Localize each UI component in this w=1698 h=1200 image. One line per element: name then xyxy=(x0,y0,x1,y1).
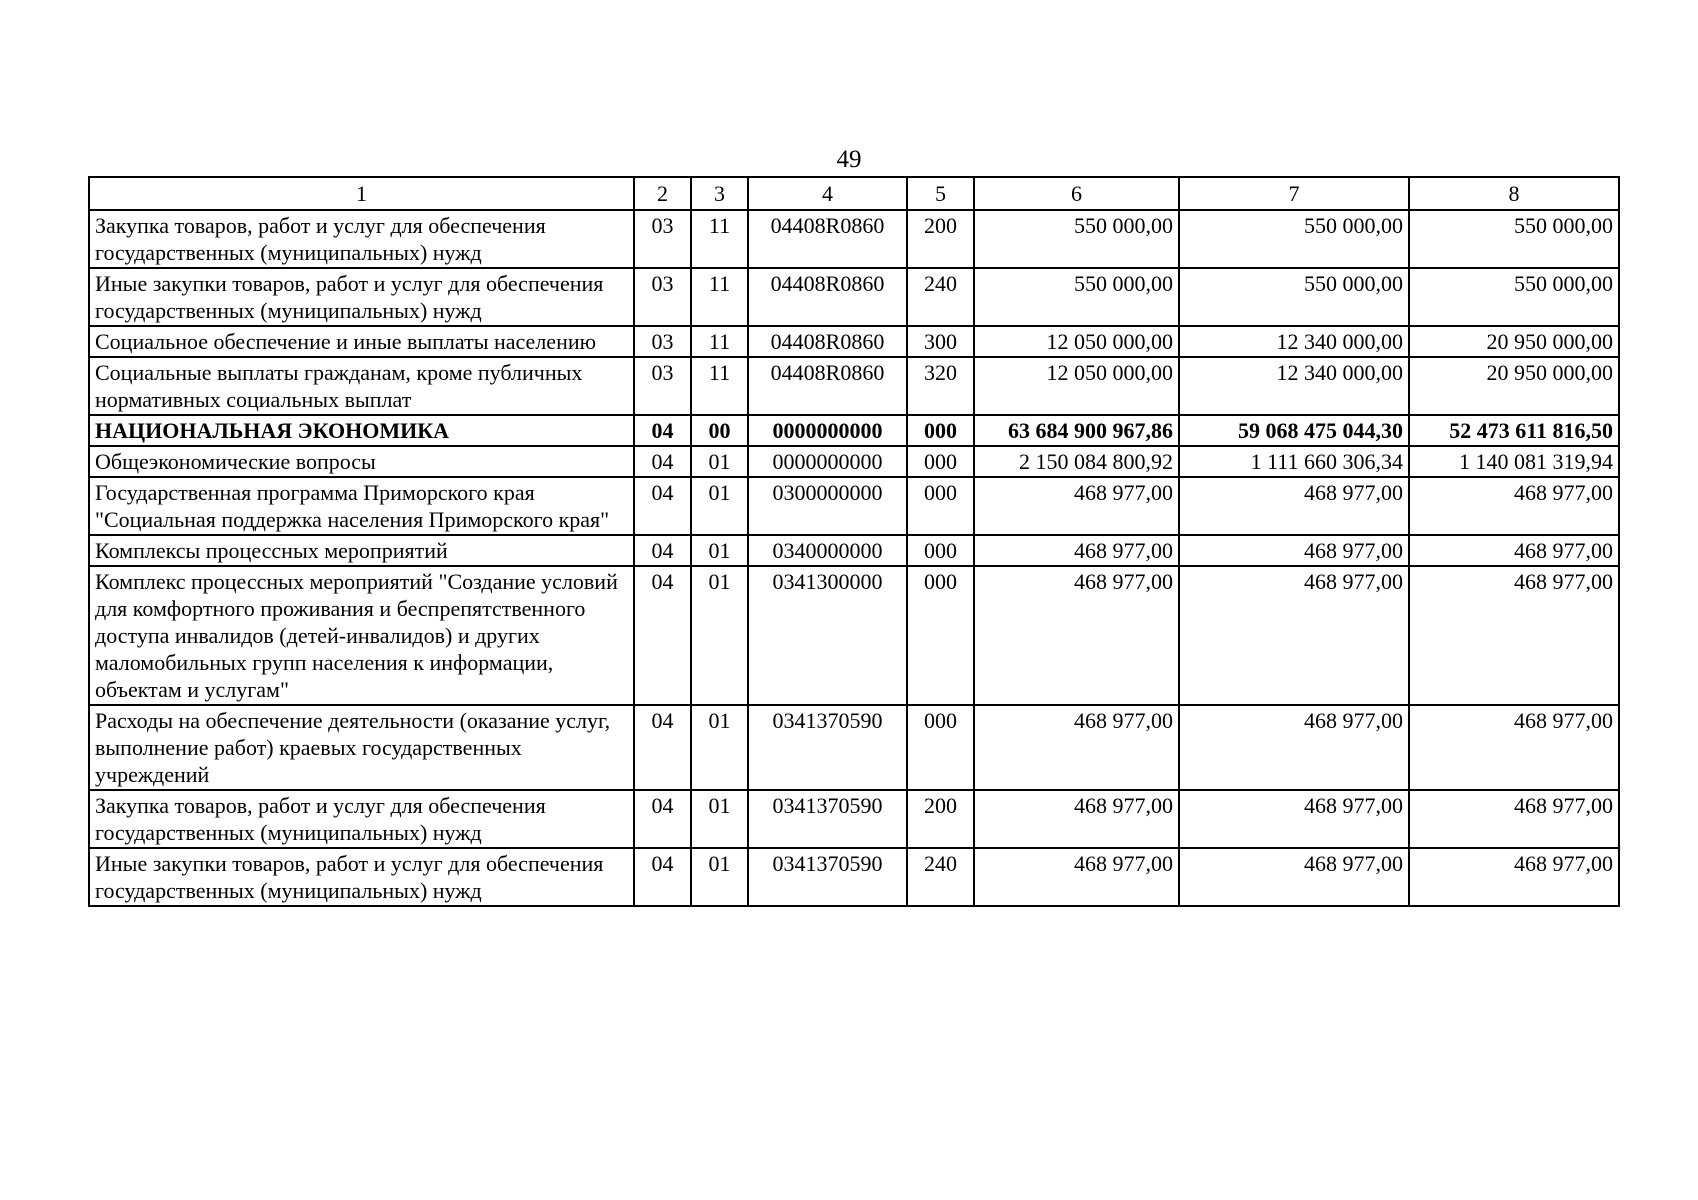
amount-cell-col7: 1 111 660 306,34 xyxy=(1179,446,1409,477)
section-code-cell: 04 xyxy=(634,848,691,906)
subsection-code-cell: 01 xyxy=(691,446,748,477)
amount-cell-col6: 12 050 000,00 xyxy=(974,326,1179,357)
row-name-cell: Социальные выплаты гражданам, кроме публичных нормативных социальных выплат xyxy=(89,357,634,415)
subsection-code-cell: 11 xyxy=(691,357,748,415)
subsection-code-cell: 01 xyxy=(691,790,748,848)
amount-cell-col6: 63 684 900 967,86 xyxy=(974,415,1179,446)
row-name-cell: Иные закупки товаров, работ и услуг для обеспечения государственных (муниципальных) нужд xyxy=(89,848,634,906)
amount-cell-col8: 468 977,00 xyxy=(1409,848,1619,906)
amount-cell-col7: 59 068 475 044,30 xyxy=(1179,415,1409,446)
section-code-cell: 04 xyxy=(634,446,691,477)
subsection-code-cell: 11 xyxy=(691,210,748,268)
table-row xyxy=(89,268,1619,326)
expense-type-cell: 000 xyxy=(907,566,974,705)
row-name-cell: Иные закупки товаров, работ и услуг для обеспечения государственных (муниципальных) нужд xyxy=(89,268,634,326)
table-row xyxy=(89,535,1619,566)
row-name-cell: Общеэкономические вопросы xyxy=(89,446,634,477)
amount-cell-col6: 468 977,00 xyxy=(974,535,1179,566)
row-name-cell: Государственная программа Приморского края "Социальная поддержка населения Приморского края" xyxy=(89,477,634,535)
target-article-cell: 0341370590 xyxy=(748,790,907,848)
target-article-cell: 0000000000 xyxy=(748,446,907,477)
amount-cell-col7: 468 977,00 xyxy=(1179,848,1409,906)
section-code-cell: 03 xyxy=(634,326,691,357)
budget-table xyxy=(88,176,1620,907)
table-row xyxy=(89,848,1619,906)
amount-cell-col8: 468 977,00 xyxy=(1409,790,1619,848)
amount-cell-col6: 468 977,00 xyxy=(974,477,1179,535)
amount-cell-col7: 468 977,00 xyxy=(1179,790,1409,848)
subsection-code-cell: 11 xyxy=(691,326,748,357)
row-name-cell: Закупка товаров, работ и услуг для обеспечения государственных (муниципальных) нужд xyxy=(89,790,634,848)
amount-cell-col6: 468 977,00 xyxy=(974,848,1179,906)
header-cell: 5 xyxy=(907,177,974,210)
amount-cell-col6: 550 000,00 xyxy=(974,210,1179,268)
expense-type-cell: 000 xyxy=(907,705,974,790)
target-article-cell: 0341370590 xyxy=(748,848,907,906)
amount-cell-col8: 1 140 081 319,94 xyxy=(1409,446,1619,477)
table-body xyxy=(89,210,1619,906)
amount-cell-col6: 468 977,00 xyxy=(974,566,1179,705)
section-code-cell: 03 xyxy=(634,268,691,326)
amount-cell-col6: 12 050 000,00 xyxy=(974,357,1179,415)
amount-cell-col8: 20 950 000,00 xyxy=(1409,326,1619,357)
amount-cell-col6: 468 977,00 xyxy=(974,790,1179,848)
subsection-code-cell: 01 xyxy=(691,848,748,906)
table-row xyxy=(89,477,1619,535)
amount-cell-col7: 468 977,00 xyxy=(1179,705,1409,790)
table-row xyxy=(89,210,1619,268)
header-cell: 8 xyxy=(1409,177,1619,210)
table-row xyxy=(89,705,1619,790)
expense-type-cell: 240 xyxy=(907,268,974,326)
amount-cell-col7: 468 977,00 xyxy=(1179,535,1409,566)
target-article-cell: 0000000000 xyxy=(748,415,907,446)
header-cell: 3 xyxy=(691,177,748,210)
amount-cell-col6: 468 977,00 xyxy=(974,705,1179,790)
amount-cell-col8: 20 950 000,00 xyxy=(1409,357,1619,415)
amount-cell-col8: 52 473 611 816,50 xyxy=(1409,415,1619,446)
expense-type-cell: 200 xyxy=(907,210,974,268)
amount-cell-col8: 550 000,00 xyxy=(1409,268,1619,326)
table-row xyxy=(89,790,1619,848)
subsection-code-cell: 01 xyxy=(691,705,748,790)
amount-cell-col7: 12 340 000,00 xyxy=(1179,326,1409,357)
table-header-row xyxy=(89,177,1619,210)
amount-cell-col8: 468 977,00 xyxy=(1409,705,1619,790)
expense-type-cell: 000 xyxy=(907,415,974,446)
row-name-cell: Закупка товаров, работ и услуг для обеспечения государственных (муниципальных) нужд xyxy=(89,210,634,268)
table-row xyxy=(89,446,1619,477)
header-cell: 2 xyxy=(634,177,691,210)
expense-type-cell: 200 xyxy=(907,790,974,848)
target-article-cell: 0300000000 xyxy=(748,477,907,535)
subsection-code-cell: 01 xyxy=(691,566,748,705)
page-number: 49 xyxy=(836,146,862,173)
row-name-cell: Комплексы процессных мероприятий xyxy=(89,535,634,566)
target-article-cell: 04408R0860 xyxy=(748,326,907,357)
section-code-cell: 04 xyxy=(634,415,691,446)
expense-type-cell: 240 xyxy=(907,848,974,906)
header-cell: 7 xyxy=(1179,177,1409,210)
row-name-cell: НАЦИОНАЛЬНАЯ ЭКОНОМИКА xyxy=(89,415,634,446)
row-name-cell: Социальное обеспечение и иные выплаты населению xyxy=(89,326,634,357)
amount-cell-col8: 468 977,00 xyxy=(1409,566,1619,705)
target-article-cell: 0341300000 xyxy=(748,566,907,705)
section-code-cell: 03 xyxy=(634,210,691,268)
target-article-cell: 0340000000 xyxy=(748,535,907,566)
header-cell: 4 xyxy=(748,177,907,210)
target-article-cell: 04408R0860 xyxy=(748,357,907,415)
subsection-code-cell: 01 xyxy=(691,535,748,566)
expense-type-cell: 300 xyxy=(907,326,974,357)
table-row xyxy=(89,415,1619,446)
table-row xyxy=(89,566,1619,705)
amount-cell-col7: 12 340 000,00 xyxy=(1179,357,1409,415)
subsection-code-cell: 11 xyxy=(691,268,748,326)
section-code-cell: 04 xyxy=(634,535,691,566)
section-code-cell: 04 xyxy=(634,790,691,848)
amount-cell-col8: 550 000,00 xyxy=(1409,210,1619,268)
section-code-cell: 03 xyxy=(634,357,691,415)
header-cell: 6 xyxy=(974,177,1179,210)
section-code-cell: 04 xyxy=(634,566,691,705)
amount-cell-col7: 550 000,00 xyxy=(1179,210,1409,268)
target-article-cell: 0341370590 xyxy=(748,705,907,790)
table-row xyxy=(89,326,1619,357)
amount-cell-col7: 468 977,00 xyxy=(1179,477,1409,535)
expense-type-cell: 320 xyxy=(907,357,974,415)
amount-cell-col6: 550 000,00 xyxy=(974,268,1179,326)
header-cell: 1 xyxy=(89,177,634,210)
expense-type-cell: 000 xyxy=(907,446,974,477)
row-name-cell: Расходы на обеспечение деятельности (оказание услуг, выполнение работ) краевых государственных учреждений xyxy=(89,705,634,790)
amount-cell-col7: 468 977,00 xyxy=(1179,566,1409,705)
expense-type-cell: 000 xyxy=(907,477,974,535)
table-row xyxy=(89,357,1619,415)
subsection-code-cell: 01 xyxy=(691,477,748,535)
amount-cell-col7: 550 000,00 xyxy=(1179,268,1409,326)
row-name-cell: Комплекс процессных мероприятий "Создание условий для комфортного проживания и беспрепятственного доступа инвалидов (детей-инвалидов) и других маломобильных групп населения к информации, объектам и услугам" xyxy=(89,566,634,705)
subsection-code-cell: 00 xyxy=(691,415,748,446)
amount-cell-col8: 468 977,00 xyxy=(1409,535,1619,566)
target-article-cell: 04408R0860 xyxy=(748,210,907,268)
amount-cell-col6: 2 150 084 800,92 xyxy=(974,446,1179,477)
target-article-cell: 04408R0860 xyxy=(748,268,907,326)
section-code-cell: 04 xyxy=(634,477,691,535)
section-code-cell: 04 xyxy=(634,705,691,790)
expense-type-cell: 000 xyxy=(907,535,974,566)
amount-cell-col8: 468 977,00 xyxy=(1409,477,1619,535)
